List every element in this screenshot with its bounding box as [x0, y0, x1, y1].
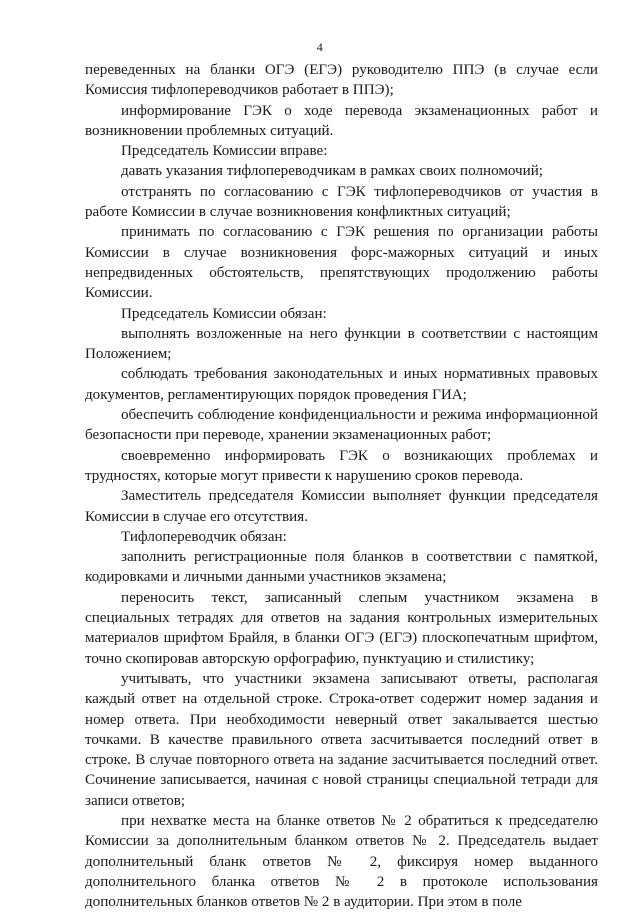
document-body [85, 60, 598, 912]
paragraph: информирование ГЭК о ходе перевода экзаменационных работ и возникновении проблемных ситуаций. [85, 102, 598, 139]
paragraph: соблюдать требования законодательных и иных нормативных правовых документов, регламентирующих порядок проведения ГИА; [85, 366, 598, 403]
paragraph: своевременно информировать ГЭК о возникающих проблемах и трудностях, которые могут привести к нарушению сроков перевода. [85, 447, 598, 484]
paragraph: учитывать, что участники экзамена записывают ответы, располагая каждый ответ на отдельной строке. Строка-ответ содержит номер задания и номер ответа. При необходимости неверный ответ закалывается шестью точками. В качестве правильного ответа засчитывается последний ответ в строке. В случае повторного ответа на задание засчитывается последний ответ. Сочинение записывается, начиная с новой страницы специальной тетради для записи ответов; [85, 670, 598, 809]
paragraph: давать указания тифлопереводчикам в рамках своих полномочий; [121, 163, 543, 180]
paragraph: переведенных на бланки ОГЭ (ЕГЭ) руководителю ППЭ (в случае если Комиссия тифлопереводчиков работает в ППЭ); [85, 62, 598, 99]
paragraph: Заместитель председателя Комиссии выполняет функции председателя Комиссии в случае его отсутствия. [85, 488, 598, 525]
paragraph: Председатель Комиссии обязан: [121, 305, 327, 322]
paragraph: принимать по согласованию с ГЭК решения по организации работы Комиссии в случае возникновения форс-мажорных ситуаций и иных непредвиденных обстоятельств, препятствующих продолжению работы Комиссии. [85, 224, 598, 302]
paragraph: отстранять по согласованию с ГЭК тифлопереводчиков от участия в работе Комиссии в случае возникновения конфликтных ситуаций; [85, 183, 598, 221]
paragraph: Тифлопереводчик обязан: [121, 528, 287, 545]
paragraph: при нехватке места на бланке ответов № 2 обратиться к председателю Комиссии за дополнительным бланком ответов № 2. Председатель выдает дополнительный бланк ответов № 2, фиксируя номер выданного дополнительного бланка ответов № 2 в протоколе использования дополнительных бланков ответов № 2 в аудитории. При этом в поле [85, 812, 598, 911]
paragraph: выполнять возложенные на него функции в соответствии с настоящим Положением; [85, 325, 598, 363]
page-number: 4 [316, 40, 324, 54]
paragraph: Председатель Комиссии вправе: [121, 143, 328, 160]
paragraph: заполнить регистрационные поля бланков в соответствии с памяткой, кодировками и личными данными участников экзамена; [85, 549, 598, 586]
paragraph: переносить текст, записанный слепым участником экзамена в специальных тетрадях для ответов на задания контрольных измерительных материалов шрифтом Брайля, в бланки ОГЭ (ЕГЭ) плоскопечатным шрифтом, точно скопировав авторскую орфографию, пунктуацию и стилистику; [85, 589, 598, 667]
paragraph: обеспечить соблюдение конфиденциальности и режима информационной безопасности при переводе, хранении экзаменационных работ; [85, 407, 598, 444]
